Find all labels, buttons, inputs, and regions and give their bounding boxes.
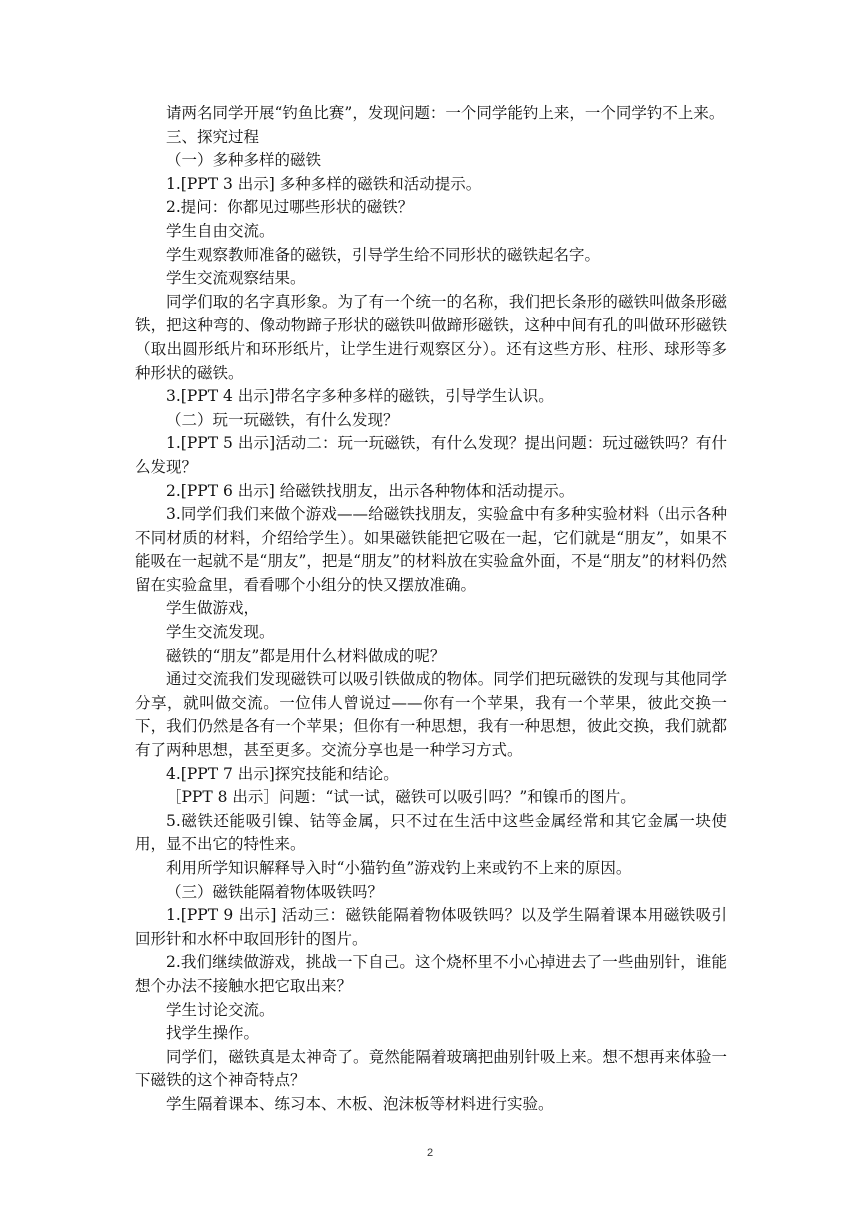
paragraph: 4.[PPT 7 出示]探究技能和结论。	[166, 764, 399, 783]
paragraph: 1.[PPT 9 出示] 活动三：磁铁能隔着物体吸铁吗？以及学生隔着课本用磁铁吸引回形针和水杯中取回形针的图片。	[135, 906, 727, 948]
paragraph: 2.[PPT 6 出示] 给磁铁找朋友，出示各种物体和活动提示。	[166, 481, 575, 500]
paragraph: 学生观察教师准备的磁铁，引导学生给不同形状的磁铁起名字。	[166, 245, 601, 264]
paragraph: 找学生操作。	[166, 1024, 260, 1043]
paragraph: 2.提问：你都见过哪些形状的磁铁？	[166, 198, 414, 217]
paragraph: 1.[PPT 3 出示] 多种多样的磁铁和活动提示。	[166, 174, 482, 193]
paragraph: （二）玩一玩磁铁，有什么发现？	[166, 410, 399, 429]
paragraph: 学生交流观察结果。	[166, 269, 306, 288]
paragraph: 请两名同学开展“钓鱼比赛”，发现问题：一个同学能钓上来，一个同学钓不上来。	[166, 104, 725, 122]
paragraph: 同学们，磁铁真是太神奇了。竟然能隔着玻璃把曲别针吸上来。想不想再来体验一下磁铁的这个神奇特点？	[135, 1047, 727, 1090]
paragraph: 学生自由交流。	[166, 221, 275, 240]
paragraph: 利用所学知识解释导入时“小猫钓鱼”游戏钓上来或钓不上来的原因。	[166, 859, 632, 877]
paragraph: （三）磁铁能隔着物体吸铁吗？	[166, 882, 384, 901]
paragraph: 学生隔着课本、练习本、木板、泡沫板等材料进行实验。	[166, 1094, 554, 1113]
paragraph: 3.[PPT 4 出示]带名字多种多样的磁铁，引导学生认识。	[166, 387, 554, 406]
paragraph: 通过交流我们发现磁铁可以吸引铁做成的物体。同学们把玩磁铁的发现与其他同学分享，就叫做交流。一位伟人曾说过——你有一个苹果，我有一个苹果，彼此交换一下，我们仍然是各有一个苹果；但你有一种思想，我有一种思想，彼此交换，我们就都有了两种思想，甚至更多。交流分享也是一种学习方式。	[135, 670, 727, 760]
paragraph: 三、探究过程	[166, 127, 260, 146]
paragraph: 5.磁铁还能吸引镍、钴等金属，只不过在生活中这些金属经常和其它金属一块使用，显不出它的特性来。	[135, 811, 727, 854]
paragraph: 学生交流发现。	[166, 623, 275, 642]
page-number: 2	[426, 1147, 434, 1159]
paragraph: 学生讨论交流。	[166, 1000, 275, 1019]
paragraph: ［PPT 8 出示］问题：“试一试，磁铁可以吸引吗？”和镍币的图片。	[166, 788, 636, 807]
paragraph: 学生做游戏，	[166, 599, 260, 618]
paragraph: 磁铁的“朋友”都是用什么材料做成的呢？	[166, 646, 446, 665]
paragraph: 同学们取的名字真形象。为了有一个统一的名称，我们把长条形的磁铁叫做条形磁铁，把这种弯的、像动物蹄子形状的磁铁叫做蹄形磁铁，这种中间有孔的叫做环形磁铁（取出圆形纸片和环形纸片，让学生进行观察区分）。还有这些方形、柱形、球形等多种形状的磁铁。	[135, 292, 727, 382]
document-body	[135, 102, 727, 1117]
paragraph: 2.我们继续做游戏，挑战一下自己。这个烧杯里不小心掉进去了一些曲别针，谁能想个办法不接触水把它取出来？	[135, 953, 727, 995]
paragraph: 1.[PPT 5 出示]活动二：玩一玩磁铁，有什么发现？提出问题：玩过磁铁吗？有什么发现？	[135, 434, 727, 476]
paragraph: （一）多种多样的磁铁	[166, 151, 322, 170]
paragraph: 3.同学们我们来做个游戏——给磁铁找朋友，实验盒中有多种实验材料（出示各种不同材质的材料，介绍给学生）。如果磁铁能把它吸在一起，它们就是“朋友”，如果不能吸在一起就不是“朋友”，把是“朋友”的材料放在实验盒外面，不是“朋友”的材料仍然留在实验盒里，看看哪个小组分的快又摆放准确。	[135, 505, 727, 594]
